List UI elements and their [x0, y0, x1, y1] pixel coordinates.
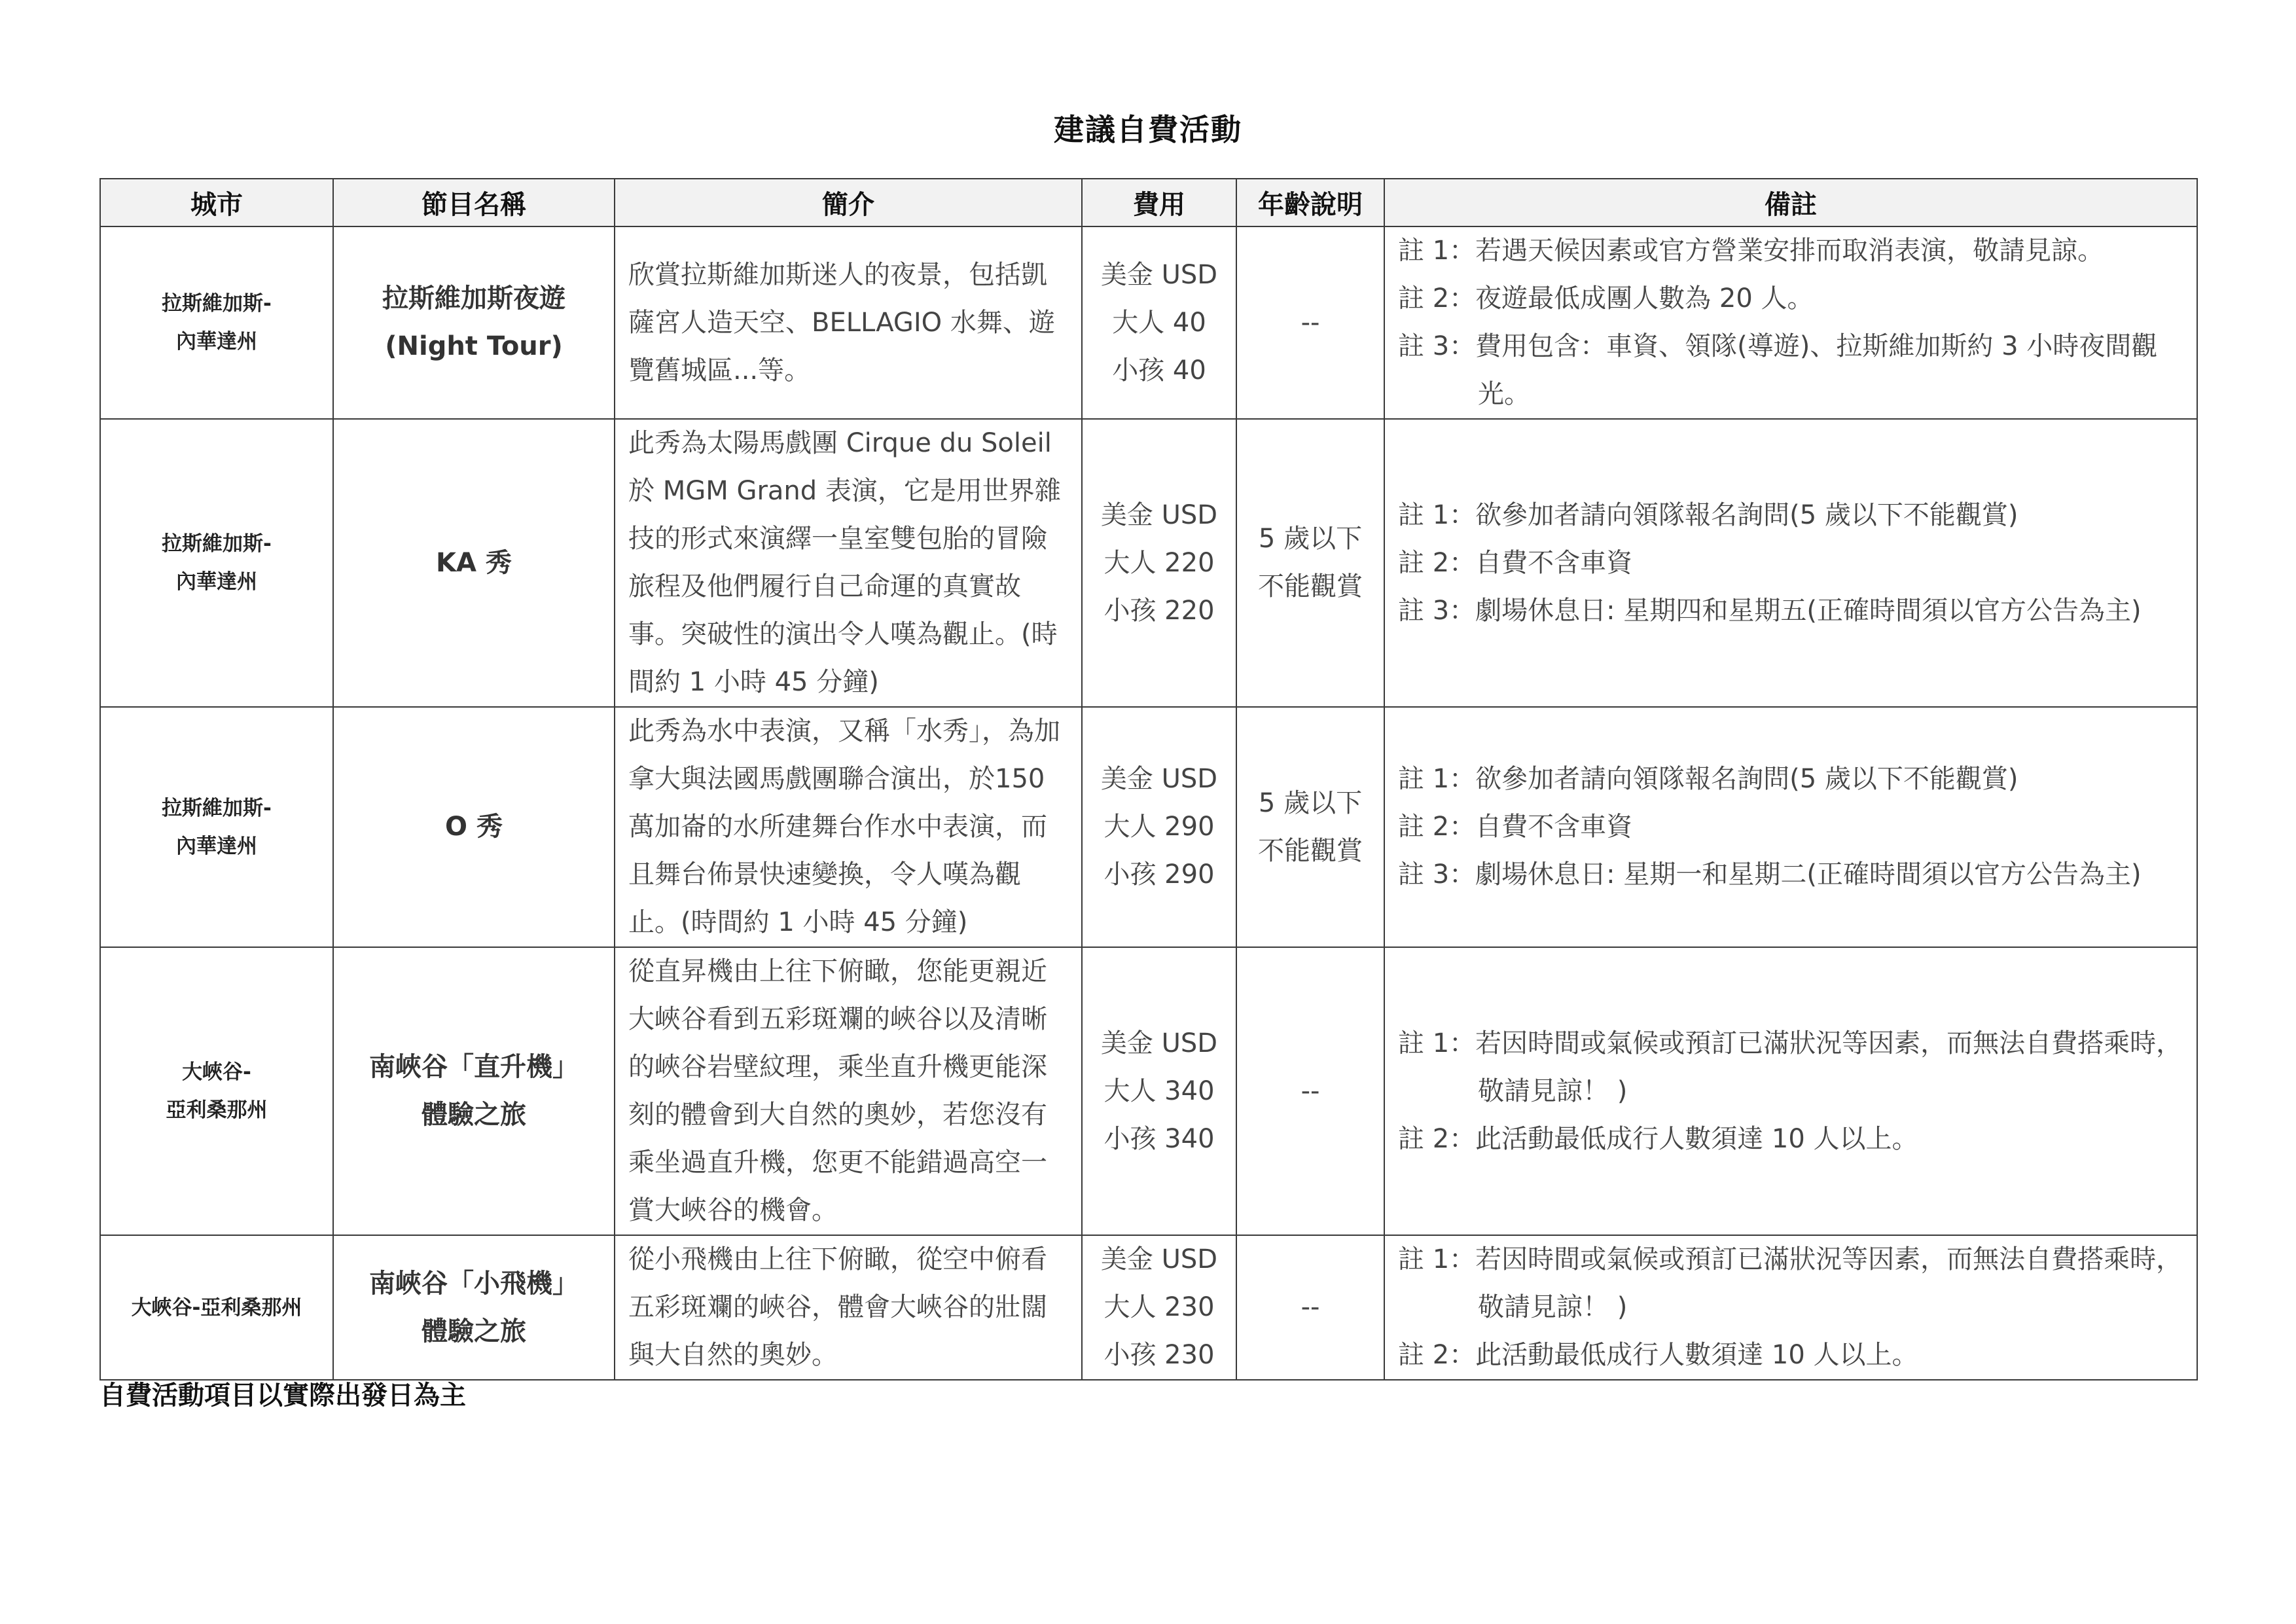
city-cell — [100, 707, 333, 947]
program-name-cell — [333, 226, 615, 419]
header-intro: 簡介 — [615, 179, 1082, 226]
notes-cell — [1384, 947, 2197, 1235]
fee-adult: 大人 40 — [1112, 307, 1206, 338]
intro-cell: 此秀為水中表演，又稱「水秀」，為加拿大與法國馬戲團聯合演出，於150 萬加崙的水所建舞台作水中表演，而且舞台佈景快速變換，令人嘆為觀止。(時間約 1 小時 45 分鐘) — [615, 707, 1082, 947]
note-line: 註 1：若因時間或氣候或預訂已滿狀況等因素，而無法自費搭乘時，敬請見諒！ ) — [1398, 1028, 2183, 1106]
city-text: 內華達州 — [176, 330, 257, 353]
notes-cell — [1384, 707, 2197, 947]
program-name-text: (Night Tour) — [385, 331, 563, 361]
program-name-text: KA 秀 — [436, 547, 512, 578]
note-line: 註 1：欲參加者請向領隊報名詢問(5 歲以下不能觀賞) — [1398, 499, 2018, 530]
city-cell — [100, 947, 333, 1235]
city-cell — [100, 226, 333, 419]
age-text: -- — [1300, 1075, 1320, 1106]
note-line: 註 1：若因時間或氣候或預訂已滿狀況等因素，而無法自費搭乘時，敬請見諒！ ) — [1398, 1244, 2183, 1322]
fee-child: 小孩 340 — [1103, 1123, 1215, 1154]
city-text: 內華達州 — [176, 570, 257, 594]
table-row — [100, 947, 2197, 1235]
intro-cell: 此秀為太陽馬戲團 Cirque du Soleil 於 MGM Grand 表演，它是用世界雜技的形式來演繹一皇室雙包胎的冒險旅程及他們履行自己命運的真實故事。突破性的演出令人嘆為觀止。(時間約 1 小時 45 分鐘) — [615, 419, 1082, 707]
program-name-text: O 秀 — [445, 812, 503, 842]
fee-currency: 美金 USD — [1100, 259, 1218, 290]
age-text: 不能觀賞 — [1258, 571, 1363, 602]
fee-child: 小孩 290 — [1103, 859, 1215, 890]
age-cell — [1236, 947, 1384, 1235]
program-name-text: 拉斯維加斯夜遊 — [382, 283, 565, 314]
notes-cell — [1384, 226, 2197, 419]
header-notes: 備註 — [1384, 179, 2197, 226]
city-cell — [100, 1235, 333, 1380]
note-line: 註 1：欲參加者請向領隊報名詢問(5 歲以下不能觀賞) — [1398, 764, 2018, 794]
table-header-row — [100, 179, 2197, 226]
program-name-text: 體驗之旅 — [422, 1100, 526, 1130]
city-cell — [100, 419, 333, 707]
fee-currency: 美金 USD — [1100, 764, 1218, 794]
header-fee: 費用 — [1082, 179, 1236, 226]
note-line: 註 3：劇場休息日: 星期一和星期二(正確時間須以官方公告為主) — [1398, 859, 2142, 890]
city-text: 拉斯維加斯- — [162, 532, 272, 556]
program-name-cell — [333, 419, 615, 707]
fee-cell — [1082, 226, 1236, 419]
note-line: 註 1：若遇天候因素或官方營業安排而取消表演，敬請見諒。 — [1398, 236, 2104, 266]
program-name-cell — [333, 707, 615, 947]
age-cell — [1236, 1235, 1384, 1380]
city-text: 內華達州 — [176, 834, 257, 858]
city-text: 拉斯維加斯- — [162, 292, 272, 316]
city-text: 拉斯維加斯- — [162, 796, 272, 820]
program-name-text: 體驗之旅 — [422, 1316, 526, 1346]
fee-child: 小孩 40 — [1112, 355, 1206, 386]
header-city: 城市 — [100, 179, 333, 226]
note-line: 註 3：劇場休息日: 星期四和星期五(正確時間須以官方公告為主) — [1398, 595, 2142, 626]
age-cell — [1236, 419, 1384, 707]
note-line: 註 2：此活動最低成行人數須達 10 人以上。 — [1398, 1340, 1918, 1370]
table-row — [100, 1235, 2197, 1380]
city-text: 大峽谷-亞利桑那州 — [131, 1295, 302, 1320]
age-text: -- — [1300, 1292, 1320, 1322]
program-name-cell — [333, 1235, 615, 1380]
age-cell — [1236, 707, 1384, 947]
header-age: 年齡說明 — [1236, 179, 1384, 226]
fee-adult: 大人 290 — [1103, 812, 1215, 842]
notes-cell — [1384, 1235, 2197, 1380]
note-line: 註 2：夜遊最低成團人數為 20 人。 — [1398, 283, 1814, 314]
fee-adult: 大人 220 — [1103, 547, 1215, 578]
program-name-text: 南峽谷「小飛機」 — [369, 1268, 579, 1299]
fee-currency: 美金 USD — [1100, 1028, 1218, 1058]
fee-adult: 大人 340 — [1103, 1075, 1215, 1106]
note-line: 註 2：自費不含車資 — [1398, 812, 1633, 842]
table-row — [100, 419, 2197, 707]
notes-cell — [1384, 419, 2197, 707]
fee-child: 小孩 230 — [1103, 1340, 1215, 1370]
fee-cell — [1082, 1235, 1236, 1380]
program-name-text: 南峽谷「直升機」 — [369, 1052, 579, 1082]
age-text: 不能觀賞 — [1258, 835, 1363, 866]
fee-child: 小孩 220 — [1103, 595, 1215, 626]
program-name-cell — [333, 947, 615, 1235]
age-text: 5 歲以下 — [1258, 524, 1363, 554]
age-cell — [1236, 226, 1384, 419]
activities-table — [99, 178, 2198, 1380]
fee-cell — [1082, 947, 1236, 1235]
fee-currency: 美金 USD — [1100, 1244, 1218, 1274]
city-text: 亞利桑那州 — [166, 1098, 268, 1122]
header-program-name: 節目名稱 — [333, 179, 615, 226]
fee-cell — [1082, 419, 1236, 707]
note-line: 註 2：此活動最低成行人數須達 10 人以上。 — [1398, 1123, 1918, 1154]
fee-currency: 美金 USD — [1100, 499, 1218, 530]
note-line: 註 2：自費不含車資 — [1398, 547, 1633, 578]
fee-cell — [1082, 707, 1236, 947]
age-text: 5 歲以下 — [1258, 787, 1363, 818]
intro-cell: 欣賞拉斯維加斯迷人的夜景，包括凱薩宮人造天空、BELLAGIO 水舞、遊覽舊城區...等。 — [615, 226, 1082, 419]
fee-adult: 大人 230 — [1103, 1292, 1215, 1322]
page-title: 建議自費活動 — [1054, 112, 1242, 147]
intro-cell: 從直昇機由上往下俯瞰，您能更親近大峽谷看到五彩斑斕的峽谷以及清晰的峽谷岩壁紋理，乘坐直升機更能深刻的體會到大自然的奧妙，若您沒有乘坐過直升機，您更不能錯過高空一賞大峽谷的機會。 — [615, 947, 1082, 1235]
note-line: 註 3：費用包含：車資、領隊(導遊)、拉斯維加斯約 3 小時夜間觀光。 — [1398, 331, 2158, 409]
intro-cell: 從小飛機由上往下俯瞰，從空中俯看五彩斑斕的峽谷，體會大峽谷的壯闊與大自然的奧妙。 — [615, 1235, 1082, 1380]
table-row — [100, 226, 2197, 419]
age-text: -- — [1300, 307, 1320, 338]
city-text: 大峽谷- — [182, 1060, 251, 1084]
footer-note: 自費活動項目以實際出發日為主 — [99, 1380, 466, 1411]
table-row — [100, 707, 2197, 947]
